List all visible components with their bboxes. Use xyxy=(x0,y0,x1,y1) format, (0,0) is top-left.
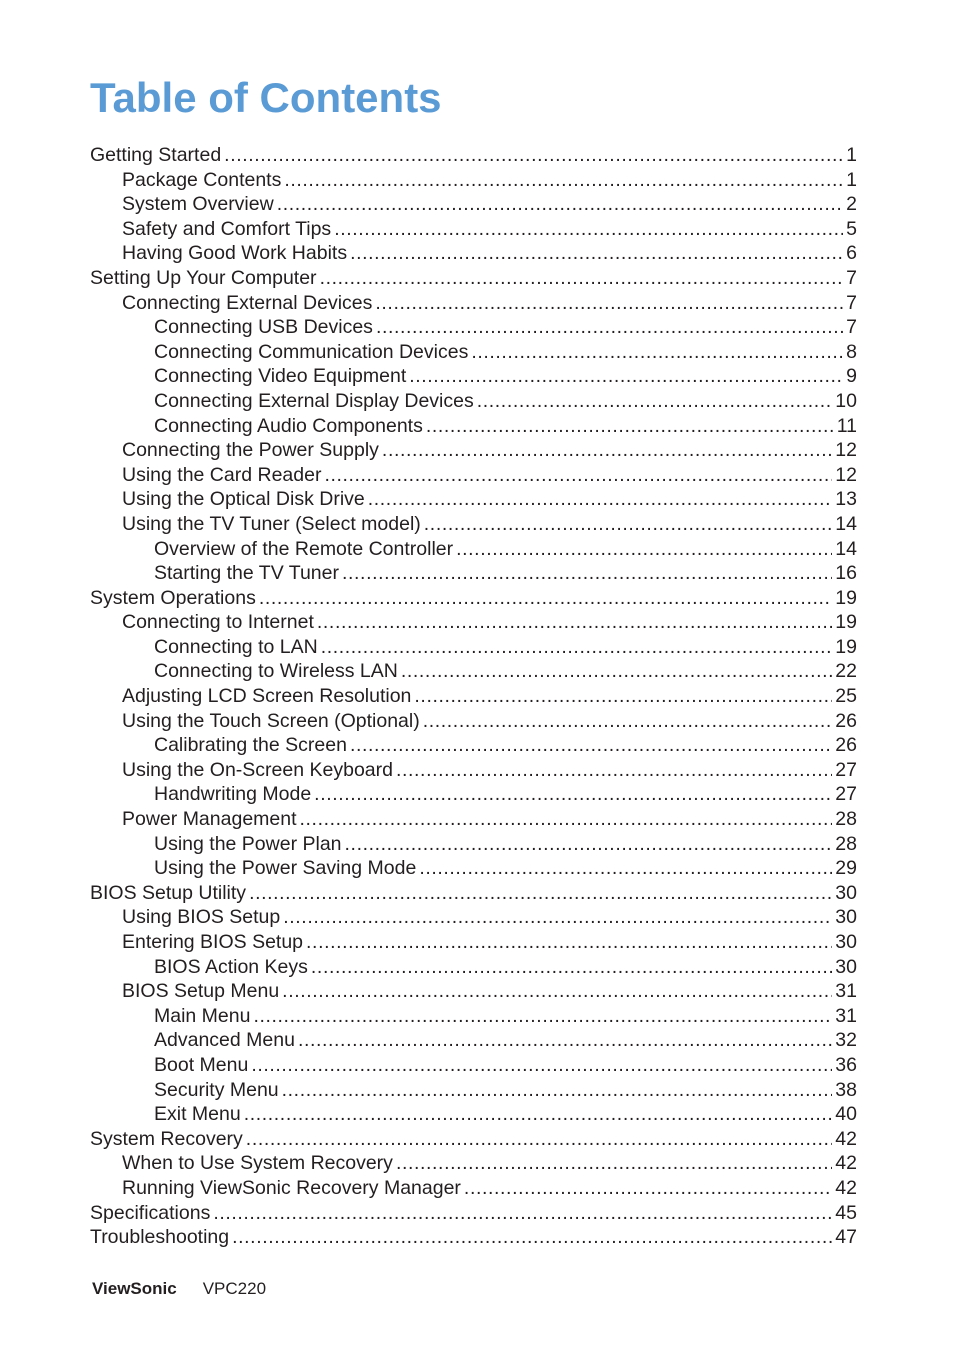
toc-entry-label: Connecting to Internet xyxy=(122,611,314,634)
toc-dot-leader xyxy=(317,610,832,635)
toc-entry[interactable] xyxy=(90,832,857,857)
toc-dot-leader xyxy=(298,1028,832,1053)
toc-dot-leader xyxy=(277,192,843,217)
toc-entry[interactable] xyxy=(90,807,857,832)
toc-entry-label: Connecting Video Equipment xyxy=(154,365,407,388)
toc-entry[interactable] xyxy=(90,709,857,734)
toc-entry-label: Connecting to Wireless LAN xyxy=(154,660,398,683)
toc-entry-page-number: 26 xyxy=(835,734,857,757)
toc-entry[interactable] xyxy=(90,192,857,217)
toc-dot-leader xyxy=(345,832,833,857)
toc-dot-leader xyxy=(426,414,834,439)
toc-dot-leader xyxy=(350,733,832,758)
toc-entry-page-number: 1 xyxy=(846,168,857,191)
toc-entry-label: Safety and Comfort Tips xyxy=(122,217,332,240)
toc-dot-leader xyxy=(382,438,832,463)
toc-entry[interactable] xyxy=(90,389,857,414)
toc-entry-page-number: 14 xyxy=(835,537,857,560)
toc-entry-label: Exit Menu xyxy=(154,1103,241,1126)
toc-entry-page-number: 2 xyxy=(846,193,857,216)
toc-entry-label: Using BIOS Setup xyxy=(122,906,281,929)
toc-entry[interactable] xyxy=(90,856,857,881)
toc-entry[interactable] xyxy=(90,782,857,807)
toc-entry-page-number: 25 xyxy=(835,685,857,708)
toc-entry-label: Setting Up Your Computer xyxy=(90,266,317,289)
toc-entry-page-number: 31 xyxy=(835,980,857,1003)
toc-entry[interactable] xyxy=(90,1102,857,1127)
toc-entry-page-number: 12 xyxy=(835,439,857,462)
toc-entry-label: Connecting External Devices xyxy=(122,291,373,314)
toc-entry[interactable] xyxy=(90,463,857,488)
toc-entry-page-number: 29 xyxy=(835,857,857,880)
toc-dot-leader xyxy=(471,340,843,365)
toc-entry-page-number: 7 xyxy=(846,316,857,339)
toc-entry-label: Entering BIOS Setup xyxy=(122,931,304,953)
toc-dot-leader xyxy=(282,979,832,1004)
toc-entry-page-number: 12 xyxy=(835,463,857,486)
toc-entry[interactable] xyxy=(90,610,857,635)
toc-dot-leader xyxy=(259,586,832,611)
toc-entry[interactable] xyxy=(90,1078,857,1103)
toc-entry-page-number: 9 xyxy=(846,365,857,388)
toc-entry-page-number: 30 xyxy=(835,931,857,953)
toc-dot-leader xyxy=(284,168,843,193)
toc-dot-leader xyxy=(311,955,832,980)
toc-entry-page-number: 42 xyxy=(835,1152,857,1175)
toc-entry[interactable] xyxy=(90,930,857,955)
toc-entry-page-number: 42 xyxy=(835,1176,857,1199)
toc-entry-page-number: 19 xyxy=(835,611,857,634)
toc-entry[interactable] xyxy=(90,635,857,660)
toc-entry-page-number: 36 xyxy=(835,1053,857,1076)
toc-entry-label: System Recovery xyxy=(90,1127,243,1150)
toc-entry[interactable] xyxy=(90,1028,857,1053)
toc-entry-page-number: 1 xyxy=(846,144,857,166)
toc-entry-page-number: 47 xyxy=(835,1226,857,1249)
toc-dot-leader xyxy=(249,881,832,906)
footer-brand: ViewSonic xyxy=(92,1279,177,1298)
toc-entry[interactable] xyxy=(90,438,857,463)
toc-entry-label: Connecting External Display Devices xyxy=(154,389,474,412)
toc-dot-leader xyxy=(306,930,832,955)
toc-entry-label: Running ViewSonic Recovery Manager xyxy=(122,1176,461,1199)
toc-entry-label: Specifications xyxy=(90,1201,211,1224)
toc-entry[interactable] xyxy=(90,1225,857,1250)
toc-entry-page-number: 11 xyxy=(836,414,857,437)
toc-entry[interactable] xyxy=(90,291,857,316)
toc-entry-page-number: 13 xyxy=(835,488,857,511)
toc-dot-leader xyxy=(321,635,833,660)
toc-entry[interactable] xyxy=(90,758,857,783)
toc-dot-leader xyxy=(232,1225,832,1250)
toc-entry-label: BIOS Setup Menu xyxy=(122,980,280,1003)
toc-entry[interactable] xyxy=(90,414,857,439)
toc-entry-page-number: 26 xyxy=(835,709,857,732)
toc-dot-leader xyxy=(334,217,843,242)
toc-entry[interactable] xyxy=(90,168,857,193)
page-title: Table of Contents xyxy=(90,74,442,121)
toc-entry-label: Advanced Menu xyxy=(154,1029,295,1052)
toc-entry[interactable] xyxy=(90,905,857,930)
toc-entry-page-number: 30 xyxy=(835,955,857,978)
toc-entry-page-number: 30 xyxy=(835,906,857,929)
toc-entry[interactable] xyxy=(90,487,857,512)
toc-entry[interactable] xyxy=(90,315,857,340)
toc-entry[interactable] xyxy=(90,586,857,611)
toc-entry-page-number: 14 xyxy=(835,512,857,535)
toc-entry[interactable] xyxy=(90,733,857,758)
page-footer xyxy=(92,1278,266,1300)
toc-entry-page-number: 5 xyxy=(846,217,857,240)
toc-entry-label: Using the Card Reader xyxy=(122,463,322,486)
toc-entry-label: Power Management xyxy=(122,808,297,831)
toc-entry-label: Handwriting Mode xyxy=(154,783,312,806)
toc-entry[interactable] xyxy=(90,955,857,980)
toc-dot-leader xyxy=(376,315,843,340)
toc-dot-leader xyxy=(409,364,843,389)
toc-entry-label: Using the Touch Screen (Optional) xyxy=(122,709,420,732)
toc-entry-label: Using the Optical Disk Drive xyxy=(122,488,365,511)
toc-dot-leader xyxy=(282,1078,833,1103)
toc-dot-leader xyxy=(368,487,833,512)
toc-entry-label: BIOS Action Keys xyxy=(154,955,308,978)
toc-dot-leader xyxy=(246,1127,833,1152)
toc-dot-leader xyxy=(423,709,833,734)
toc-entry[interactable] xyxy=(90,537,857,562)
toc-entry-label: System Operations xyxy=(90,586,256,609)
toc-entry-page-number: 19 xyxy=(835,586,857,609)
toc-dot-leader xyxy=(213,1201,832,1226)
toc-entry-page-number: 27 xyxy=(835,758,857,781)
toc-entry-page-number: 19 xyxy=(835,635,857,658)
toc-entry-page-number: 27 xyxy=(835,783,857,806)
toc-entry-label: Using the TV Tuner (Select model) xyxy=(122,512,421,535)
toc-entry-label: Connecting USB Devices xyxy=(154,316,373,339)
toc-entry-page-number: 38 xyxy=(835,1078,857,1101)
toc-entry-label: Overview of the Remote Controller xyxy=(154,537,454,560)
toc-dot-leader xyxy=(253,1004,832,1029)
toc-dot-leader xyxy=(300,807,833,832)
toc-entry[interactable] xyxy=(90,364,857,389)
toc-entry-label: When to Use System Recovery xyxy=(122,1152,393,1175)
footer-model: VPC220 xyxy=(202,1279,267,1298)
toc-dot-leader xyxy=(414,684,832,709)
toc-entry[interactable] xyxy=(90,561,857,586)
toc-entry-page-number: 10 xyxy=(835,389,857,412)
toc-entry-page-number: 40 xyxy=(835,1103,857,1126)
toc-entry-page-number: 16 xyxy=(835,562,857,585)
toc-entry-label: Calibrating the Screen xyxy=(154,734,347,757)
toc-entry-page-number: 42 xyxy=(835,1127,857,1150)
toc-entry[interactable] xyxy=(90,1127,857,1152)
toc-entry-label: Boot Menu xyxy=(154,1053,249,1076)
toc-dot-leader xyxy=(314,782,832,807)
toc-entry-label: Using the On-Screen Keyboard xyxy=(122,758,393,781)
toc-dot-leader xyxy=(456,537,832,562)
toc-entry-label: Troubleshooting xyxy=(90,1226,230,1249)
toc-entry[interactable] xyxy=(90,1201,857,1226)
toc-entry-page-number: 6 xyxy=(846,242,857,265)
toc-entry-page-number: 28 xyxy=(835,832,857,855)
toc-dot-leader xyxy=(419,856,832,881)
toc-dot-leader xyxy=(396,1151,832,1176)
toc-entry-page-number: 8 xyxy=(846,340,857,363)
toc-entry-label: Connecting to LAN xyxy=(154,635,318,658)
toc-entry[interactable] xyxy=(90,1053,857,1078)
toc-entry-label: Connecting Communication Devices xyxy=(154,340,469,363)
toc-dot-leader xyxy=(324,463,832,488)
toc-entry[interactable] xyxy=(90,684,857,709)
toc-entry-label: System Overview xyxy=(122,193,274,216)
toc-dot-leader xyxy=(464,1176,832,1201)
toc-dot-leader xyxy=(244,1102,833,1127)
toc-entry-label: Connecting the Power Supply xyxy=(122,439,379,462)
toc-dot-leader xyxy=(350,241,843,266)
toc-entry[interactable] xyxy=(90,340,857,365)
toc-dot-leader xyxy=(477,389,833,414)
toc-dot-leader xyxy=(320,266,844,291)
toc-entry-label: Using the Power Plan xyxy=(154,832,342,855)
toc-entry-label: Connecting Audio Components xyxy=(154,414,423,437)
toc-entry-page-number: 31 xyxy=(835,1004,857,1027)
toc-entry-label: Using the Power Saving Mode xyxy=(154,857,417,880)
toc-dot-leader xyxy=(424,512,833,537)
toc-entry[interactable] xyxy=(90,143,857,168)
toc-dot-leader xyxy=(224,143,843,168)
toc-entry[interactable] xyxy=(90,1004,857,1029)
toc-entry[interactable] xyxy=(90,1151,857,1176)
toc-entry[interactable] xyxy=(90,266,857,291)
toc-entry-page-number: 30 xyxy=(835,881,857,904)
toc-entry-page-number: 45 xyxy=(835,1201,857,1224)
toc-entry[interactable] xyxy=(90,217,857,242)
toc-entry-page-number: 7 xyxy=(846,291,857,314)
toc-entry[interactable] xyxy=(90,241,857,266)
toc-dot-leader xyxy=(251,1053,832,1078)
toc-entry[interactable] xyxy=(90,979,857,1004)
toc-entry[interactable] xyxy=(90,659,857,684)
toc-entry-label: Security Menu xyxy=(154,1078,279,1101)
toc-dot-leader xyxy=(375,291,843,316)
toc-entry-label: Having Good Work Habits xyxy=(122,242,348,265)
toc-dot-leader xyxy=(401,659,832,684)
toc-entry[interactable] xyxy=(90,881,857,906)
table-of-contents xyxy=(90,143,857,1250)
toc-entry-label: Starting the TV Tuner xyxy=(154,562,339,585)
toc-entry[interactable] xyxy=(90,1176,857,1201)
toc-entry-page-number: 32 xyxy=(835,1029,857,1052)
toc-entry-label: BIOS Setup Utility xyxy=(90,881,247,904)
toc-entry-label: Main Menu xyxy=(154,1004,251,1027)
toc-entry-label: Package Contents xyxy=(122,168,282,191)
toc-dot-leader xyxy=(396,758,832,783)
toc-entry-label: Adjusting LCD Screen Resolution xyxy=(122,685,412,708)
toc-entry-page-number: 7 xyxy=(846,266,857,289)
toc-entry-page-number: 22 xyxy=(835,660,857,683)
toc-entry-page-number: 28 xyxy=(835,808,857,831)
toc-dot-leader xyxy=(342,561,832,586)
toc-dot-leader xyxy=(283,905,832,930)
toc-entry-label: Getting Started xyxy=(90,144,222,166)
toc-entry[interactable] xyxy=(90,512,857,537)
